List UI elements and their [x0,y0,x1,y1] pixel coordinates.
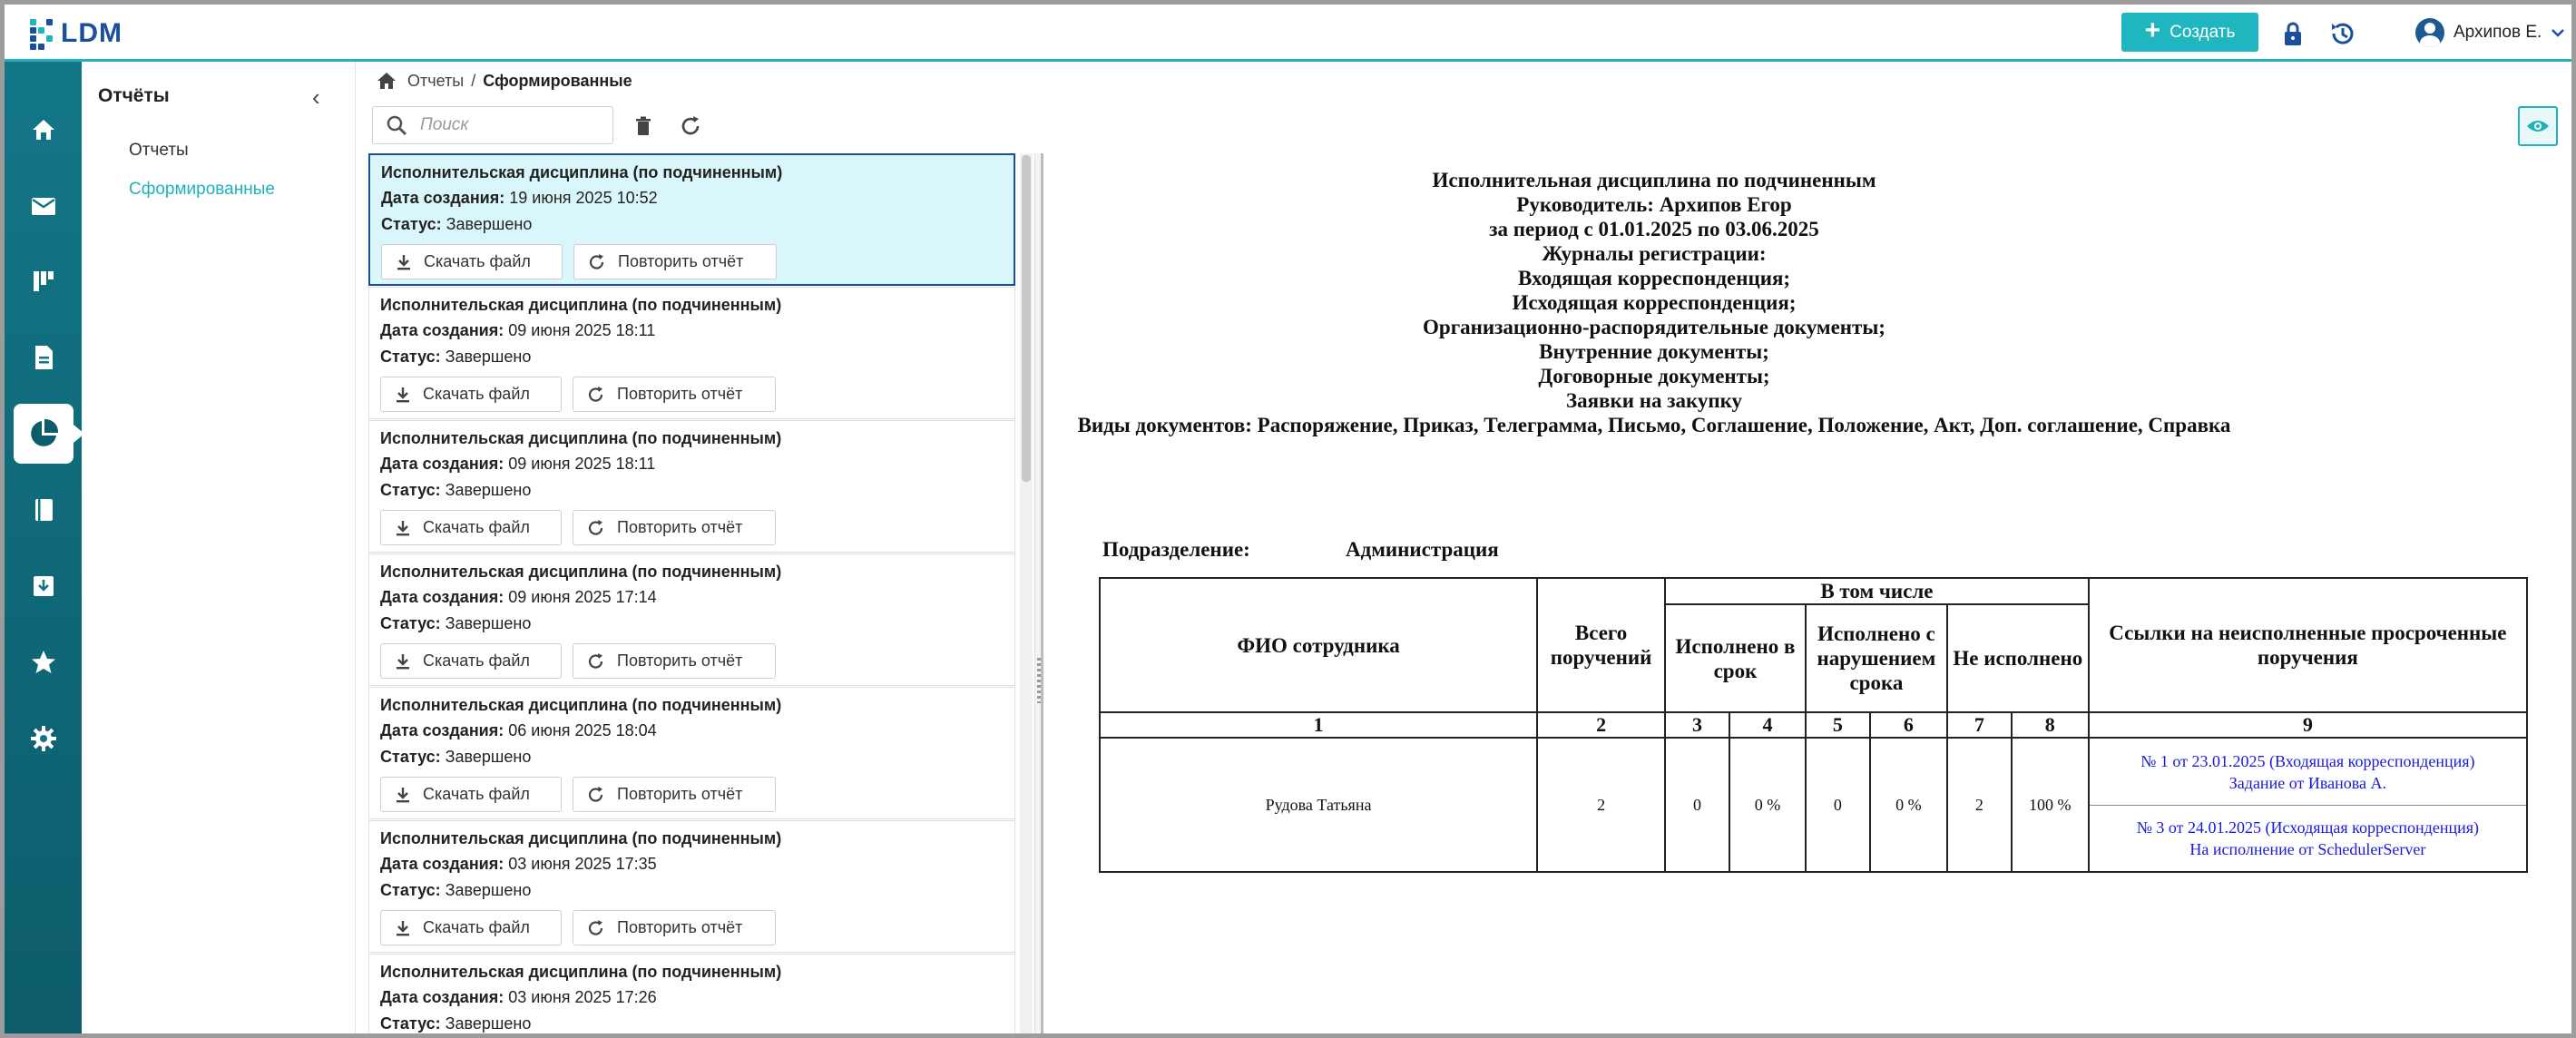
report-status [380,614,531,633]
rail-item-reports[interactable] [5,406,82,462]
column-number: 8 [2012,712,2089,738]
status-label: Статус: [380,1014,441,1033]
column-number: 6 [1870,712,1947,738]
download-icon [394,386,412,404]
history-icon[interactable] [2328,19,2357,48]
repeat-label: Повторить отчёт [617,518,743,536]
report-status [380,481,531,500]
pie-chart-icon [27,417,60,450]
user-name: Архипов Е. [2454,23,2542,42]
download-file-button[interactable] [380,910,562,945]
header-line: Исходящая корреспонденция; [1512,291,1797,314]
col-header-links: Ссылки на неисполненные просроченные поручения [2089,578,2527,712]
app-window [5,5,2571,1033]
cell-violation-count: 0 [1806,738,1870,872]
lock-icon[interactable] [2278,19,2307,48]
plus-icon: + [2144,15,2161,45]
col-header-on-time: Исполнено в срок [1665,604,1806,712]
date-value: 06 июня 2025 18:04 [508,721,657,739]
download-icon [394,919,412,937]
breadcrumb-separator: / [471,71,476,90]
link-line[interactable]: № 3 от 24.01.2025 (Исходящая корреспонденция) [2136,818,2479,837]
rail-active-bubble [14,404,73,464]
report-date [380,855,657,874]
rail-item-kanban[interactable] [5,253,82,309]
breadcrumb-parent[interactable]: Отчеты [407,71,465,90]
cell-not-done-pct: 100 % [2012,738,2089,872]
rail-item-favorites[interactable] [5,634,82,690]
date-label: Дата создания: [380,455,504,473]
column-number: 2 [1537,712,1665,738]
date-value: 09 июня 2025 17:14 [508,588,657,606]
report-header [1046,168,2262,437]
header-line: Организационно-распорядительные документы; [1423,316,1885,338]
cell-total: 2 [1537,738,1665,872]
download-file-button[interactable] [381,244,563,279]
rail-item-book[interactable] [5,482,82,538]
report-date [380,988,657,1007]
report-status [380,1014,531,1033]
repeat-icon [586,785,606,805]
download-label: Скачать файл [423,518,530,536]
document-icon [29,343,58,372]
status-label: Статус: [380,614,441,632]
date-value: 09 июня 2025 18:11 [508,321,656,339]
search-icon [386,114,407,136]
repeat-label: Повторить отчёт [618,252,744,270]
cell-on-time-pct: 0 % [1729,738,1806,872]
repeat-icon [586,385,606,405]
pane-splitter[interactable] [1034,153,1043,1033]
logo[interactable] [30,15,122,52]
col-header-including: В том числе [1665,578,2089,604]
gear-icon [29,724,58,753]
overdue-link-1[interactable] [2090,739,2526,805]
status-value: Завершено [445,348,532,366]
top-header [5,5,2571,62]
header-line: Журналы регистрации: [1542,242,1767,265]
report-date [380,321,655,340]
date-value: 03 июня 2025 17:35 [508,855,657,873]
repeat-label: Повторить отчёт [617,651,743,670]
report-preview [1046,153,2571,1033]
download-icon [394,519,412,537]
download-icon [394,786,412,804]
date-label: Дата создания: [380,588,504,606]
download-icon [395,253,413,271]
collapse-panel-icon[interactable]: ‹ [312,83,320,111]
header-line: Договорные документы; [1538,365,1770,387]
status-value: Завершено [446,215,533,233]
overdue-link-2[interactable] [2090,805,2526,871]
column-number: 9 [2089,712,2527,738]
date-label: Дата создания: [380,721,504,739]
breadcrumb-current: Сформированные [483,71,632,90]
report-table [1099,577,2528,873]
column-numbers-row [1100,712,2527,738]
header-line: за период с 01.01.2025 по 03.06.2025 [1489,218,1819,240]
header-line: Исполнительная дисциплина по подчиненным [1432,169,1876,191]
nav-title: Отчёты [98,85,170,106]
splitter-grip-icon[interactable] [1037,658,1041,703]
download-label: Скачать файл [423,385,530,403]
column-number: 3 [1665,712,1729,738]
status-label: Статус: [380,481,441,499]
date-label: Дата создания: [380,855,504,873]
report-status [380,748,531,767]
column-number: 1 [1100,712,1537,738]
link-line[interactable]: Задание от Иванова А. [2228,773,2386,792]
column-number: 5 [1806,712,1870,738]
left-rail [5,62,82,1033]
download-file-button[interactable] [380,643,562,679]
status-label: Статус: [380,881,441,899]
nav-item-generated[interactable]: Сформированные [129,180,275,199]
report-status [381,215,532,234]
link-line[interactable]: № 1 от 23.01.2025 (Входящая корреспонденция) [2140,751,2475,770]
list-scrollbar-thumb[interactable] [1022,155,1031,482]
download-file-button[interactable] [380,377,562,412]
date-value: 09 июня 2025 18:11 [508,455,656,473]
create-button-label: Создать [2170,22,2236,42]
report-card[interactable] [368,820,1015,953]
date-label: Дата создания: [380,988,504,1006]
repeat-report-button[interactable] [573,510,776,545]
repeat-icon [586,651,606,671]
breadcrumb [377,68,632,93]
repeat-label: Повторить отчёт [617,785,743,803]
repeat-label: Повторить отчёт [617,385,743,403]
eye-icon [2526,118,2550,134]
archive-download-icon [29,572,58,601]
kanban-icon [29,267,58,296]
status-value: Завершено [445,614,532,632]
report-card[interactable] [368,553,1015,686]
status-label: Статус: [380,748,441,766]
rail-item-settings[interactable] [5,710,82,767]
download-label: Скачать файл [423,651,530,670]
date-label: Дата создания: [380,321,504,339]
report-status [380,881,531,900]
report-title: Исполнительская дисциплина (по подчиненным) [380,696,782,714]
logo-mark-icon [30,19,55,48]
report-card[interactable] [368,420,1015,553]
report-title: Исполнительская дисциплина (по подчиненным) [380,296,782,314]
repeat-icon [587,252,607,272]
download-label: Скачать файл [423,785,530,803]
header-line: Внутренние документы; [1539,340,1769,363]
column-number: 4 [1729,712,1806,738]
rail-item-mail[interactable] [5,178,82,234]
download-icon [394,652,412,671]
header-line: Виды документов: Распоряжение, Приказ, Телеграмма, Письмо, Соглашение, Положение, Акт, Доп. соглашение, Справка [1077,414,2231,436]
cell-not-done-count: 2 [1947,738,2012,872]
search-input[interactable] [420,115,593,135]
date-value: 19 июня 2025 10:52 [509,189,658,207]
col-header-not-done: Не исполнено [1947,604,2089,712]
repeat-icon [586,918,606,938]
report-title: Исполнительская дисциплина (по подчиненным) [381,163,783,181]
cell-on-time-count: 0 [1665,738,1729,872]
repeat-label: Повторить отчёт [617,918,743,936]
report-date [380,588,657,607]
repeat-report-button[interactable] [573,643,776,679]
report-title: Исполнительская дисциплина (по подчиненным) [380,429,782,447]
reports-nav-panel [82,62,356,1033]
preview-toggle-button[interactable] [2518,106,2558,146]
download-label: Скачать файл [424,252,531,270]
col-header-total: Всего поручений [1537,578,1665,712]
home-breadcrumb-icon[interactable] [377,72,397,90]
nav-item-reports[interactable]: Отчеты [129,141,189,160]
department-label: Подразделение: [1102,538,1250,561]
header-line: Входящая корреспонденция; [1517,267,1791,289]
header-line: Заявки на закупку [1565,389,1743,412]
report-date [381,189,658,208]
link-line[interactable]: На исполнение от SchedulerServer [2189,840,2426,858]
download-file-button[interactable] [380,777,562,812]
rail-item-home[interactable] [5,102,82,158]
download-label: Скачать файл [423,918,530,936]
department-value: Администрация [1346,538,1499,561]
col-header-fio: ФИО сотрудника [1100,578,1537,712]
status-label: Статус: [380,348,441,366]
report-title: Исполнительская дисциплина (по подчиненным) [380,563,782,581]
repeat-report-button[interactable] [573,777,776,812]
chevron-down-icon [2551,27,2565,38]
repeat-report-button[interactable] [573,910,776,945]
trash-icon[interactable] [631,113,656,139]
report-date [380,721,657,740]
report-title: Исполнительская дисциплина (по подчиненным) [380,829,782,847]
status-value: Завершено [445,881,532,899]
date-value: 03 июня 2025 17:26 [508,988,657,1006]
mail-icon [29,191,58,220]
report-card[interactable] [368,153,1015,286]
report-date [380,455,655,474]
status-value: Завершено [445,748,532,766]
create-button[interactable] [2121,13,2258,52]
col-header-violation: Исполнено с нарушением срока [1806,604,1947,712]
user-menu[interactable] [2415,17,2565,48]
generated-reports-list [363,153,1018,1033]
table-row [1100,738,2527,872]
header-line: Руководитель: Архипов Егор [1516,193,1792,216]
cell-links [2089,738,2527,872]
report-title: Исполнительская дисциплина (по подчиненным) [380,963,782,981]
home-icon [29,115,58,144]
download-file-button[interactable] [380,510,562,545]
rail-item-documents[interactable] [5,329,82,386]
star-icon [29,648,58,677]
report-card[interactable] [368,287,1015,419]
cell-violation-pct: 0 % [1870,738,1947,872]
report-card[interactable] [368,687,1015,819]
rail-item-archive[interactable] [5,558,82,614]
cell-fio: Рудова Татьяна [1100,738,1537,872]
user-avatar-icon [2415,18,2444,47]
report-card[interactable] [368,954,1015,1033]
status-value: Завершено [445,1014,532,1033]
status-label: Статус: [381,215,442,233]
status-value: Завершено [445,481,532,499]
search-box[interactable] [372,106,613,144]
report-status [380,348,531,367]
book-icon [29,495,58,524]
column-number: 7 [1947,712,2012,738]
repeat-icon [586,518,606,538]
refresh-icon[interactable] [678,113,703,139]
repeat-report-button[interactable] [573,244,777,279]
date-label: Дата создания: [381,189,505,207]
logo-text: LDM [61,18,122,48]
repeat-report-button[interactable] [573,377,776,412]
